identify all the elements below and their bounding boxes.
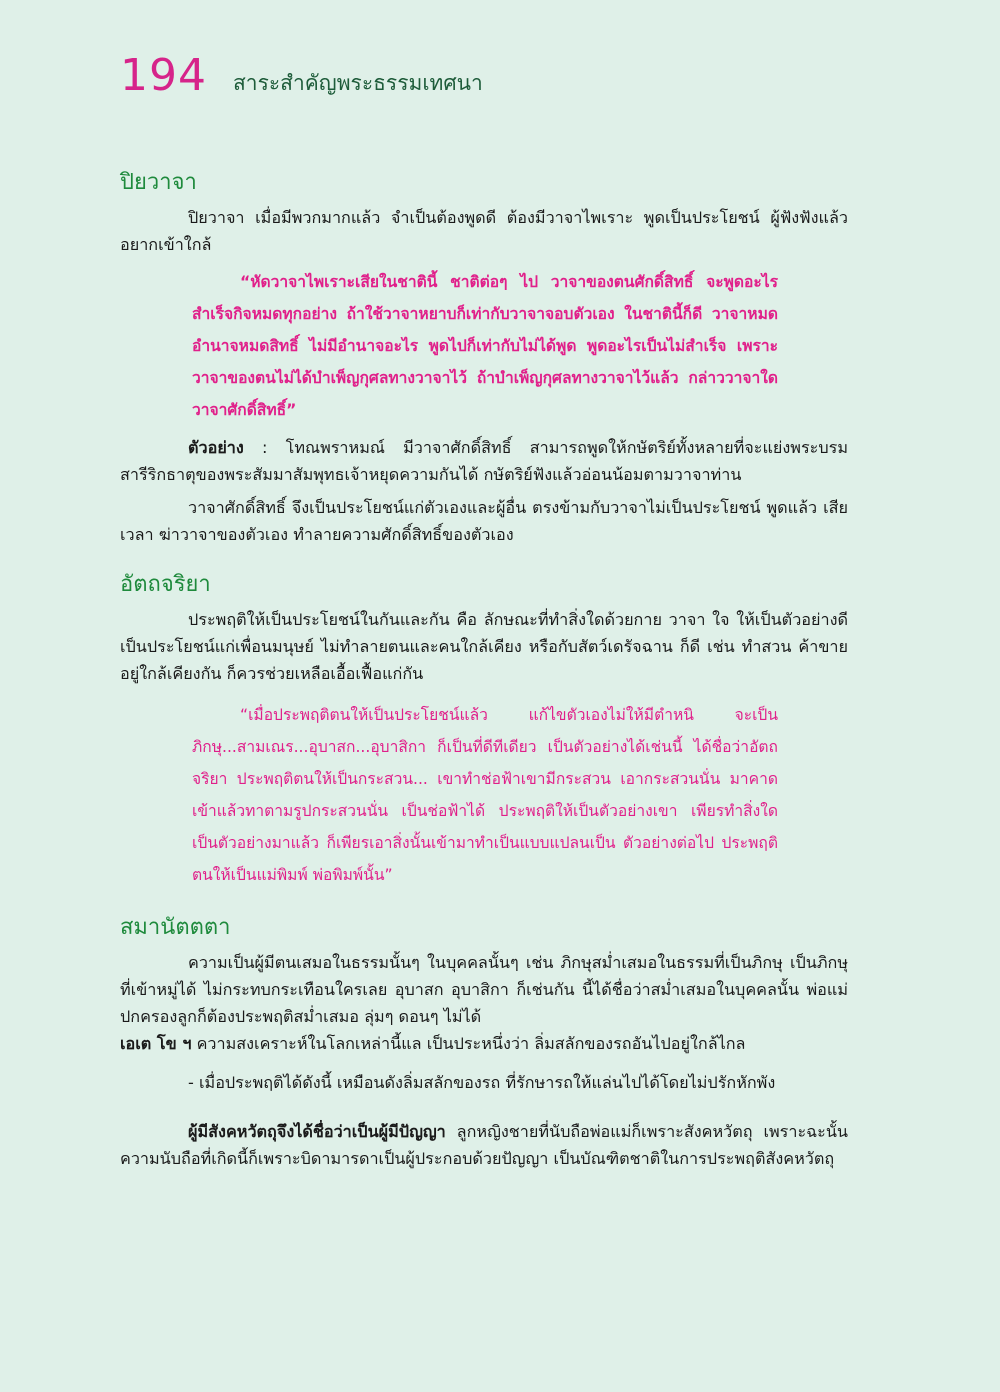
page-header [120,50,483,101]
paragraph: ประพฤติให้เป็นประโยชน์ในกันและกัน คือ ลักษณะที่ทำสิ่งใดด้วยกาย วาจา ใจ ให้เป็นตัวอย่างดี เป็นประโยชน์แก่เพื่อนมนุษย์ ไม่ทำลายตนและคนใกล้เคียง หรือกับสัตว์เดรัจฉาน ก็ดี เช่น ทำสวน ค้าขาย อยู่ใกล้เคียงกัน ก็ควรช่วยเหลือเอื้อเฟื้อแก่กัน [120,610,848,683]
pali-text: ความสงเคราะห์ในโลกเหล่านี้แล เป็นประหนึ่งว่า ลิ่มสลักของรถอันไปอยู่ใกล้ไกล [191,1034,746,1053]
section-heading: สมานัตตตา [120,915,231,940]
pali-label: เอเต โข ฯ [120,1034,192,1053]
running-title: สาระสำคัญพระธรรมเทศนา [232,71,483,95]
example-text: : โทณพราหมณ์ มีวาจาศักดิ์สิทธิ์ สามารถพูดให้กษัตริย์ทั้งหลายที่จะแย่งพระบรมสารีริกธาตุของพระสัมมาสัมพุทธเจ้าหยุดความกันได้ กษัตริย์ฟังแล้วอ่อนน้อมตามวาจาท่าน [120,438,848,484]
quote-block: “เมื่อประพฤติตนให้เป็นประโยชน์แล้ว แก้ไขตัวเองไม่ให้มีตำหนิ จะเป็นภิกษุ...สามเณร...อุบาสก...อุบาสิกา ก็เป็นที่ดีทีเดียว เป็นตัวอย่างได้เช่นนี้ ได้ชื่อว่าอัตถจริยา ประพฤติตนให้เป็นกระสวน... เขาทำช่อฟ้าเขามีกระสวน เอากระสวนนั่น มาคาดเข้าแล้วทาตามรูปกระสวนนั่น เป็นช่อฟ้าได้ ประพฤติให้เป็นตัวอย่างเขา เพียรทำสิ่งใดเป็นตัวอย่างมาแล้ว ก็เพียรเอาสิ่งนั้นเข้ามาทำเป็นแบบแปลนเป็น ตัวอย่างต่อไป ประพฤติตนให้เป็นแม่พิมพ์ พ่อพิมพ์นั้น” [192,706,778,884]
page-number: 194 [120,50,207,101]
wise-paragraph [120,1118,848,1172]
paragraph: ความเป็นผู้มีตนเสมอในธรรมนั้นๆ ในบุคคลนั้นๆ เช่น ภิกษุสม่ำเสมอในธรรมที่เป็นภิกษุ เป็นภิกษุที่เข้าหมู่ได้ ไม่กระทบกระเทือนใครเลย อุบาสก อุบาสิกา ก็เช่นกัน นี้ได้ชื่อว่าสม่ำเสมอในบุคคลนั้น พ่อแม่ปกครองลูกก็ต้องประพฤติสม่ำเสมอ ลุ่มๆ ดอนๆ ไม่ได้ [120,953,848,1026]
page-content [120,168,848,1172]
pali-paragraph [120,1030,848,1057]
section-heading: ปิยวาจา [120,170,197,195]
section-heading: อัตถจริยา [120,572,211,597]
section-atthacariya [120,570,848,891]
wise-text: ลูกหญิงชายที่นับถือพ่อแม่ก็เพราะสังคหวัตถุ เพราะฉะนั้นความนับถือที่เกิดนี้ก็เพราะบิดามารดาเป็นผู้ประกอบด้วยปัญญา เป็นบัณฑิตชาติในการประพฤติสังคหวัตถุ [120,1122,848,1168]
example-paragraph [120,434,848,488]
quote-block: “หัดวาจาไพเราะเสียในชาตินี้ ชาติต่อๆ ไป วาจาของตนศักดิ์สิทธิ์ จะพูดอะไรสำเร็จกิจหมดทุกอย่าง ถ้าใช้วาจาหยาบก็เท่ากับวาจาจอบตัวเอง ในชาตินี้ก็ดี วาจาหมดอำนาจหมดสิทธิ์ ไม่มีอำนาจอะไร พูดไปก็เท่ากับไม่ได้พูด พูดอะไรเป็นไม่สำเร็จ เพราะวาจาของตนไม่ได้บำเพ็ญกุศลทางวาจาไว้ ถ้าบำเพ็ญกุศลทางวาจาไว้แล้ว กล่าววาจาใด วาจาศักดิ์สิทธิ์” [192,273,778,419]
paragraph: วาจาศักดิ์สิทธิ์ จึงเป็นประโยชน์แก่ตัวเองและผู้อื่น ตรงข้ามกับวาจาไม่เป็นประโยชน์ พูดแล้ว เสียเวลา ฆ่าวาจาของตัวเอง ทำลายความศักดิ์สิทธิ์ของตัวเอง [120,498,848,544]
dash-paragraph: - เมื่อประพฤติได้ดังนี้ เหมือนดังลิ่มสลักของรถ ที่รักษารถให้แล่นไปได้โดยไม่ปรักหักพัง [188,1073,776,1092]
wise-label: ผู้มีสังคหวัตถุจึงได้ชื่อว่าเป็นผู้มีปัญญา [188,1122,446,1141]
section-piyavaja [120,168,848,548]
example-label: ตัวอย่าง [188,438,244,457]
paragraph: ปิยวาจา เมื่อมีพวกมากแล้ว จำเป็นต้องพูดดี ต้องมีวาจาไพเราะ พูดเป็นประโยชน์ ผู้ฟังฟังแล้วอยากเข้าใกล้ [120,208,848,254]
section-samanattata [120,913,848,1172]
